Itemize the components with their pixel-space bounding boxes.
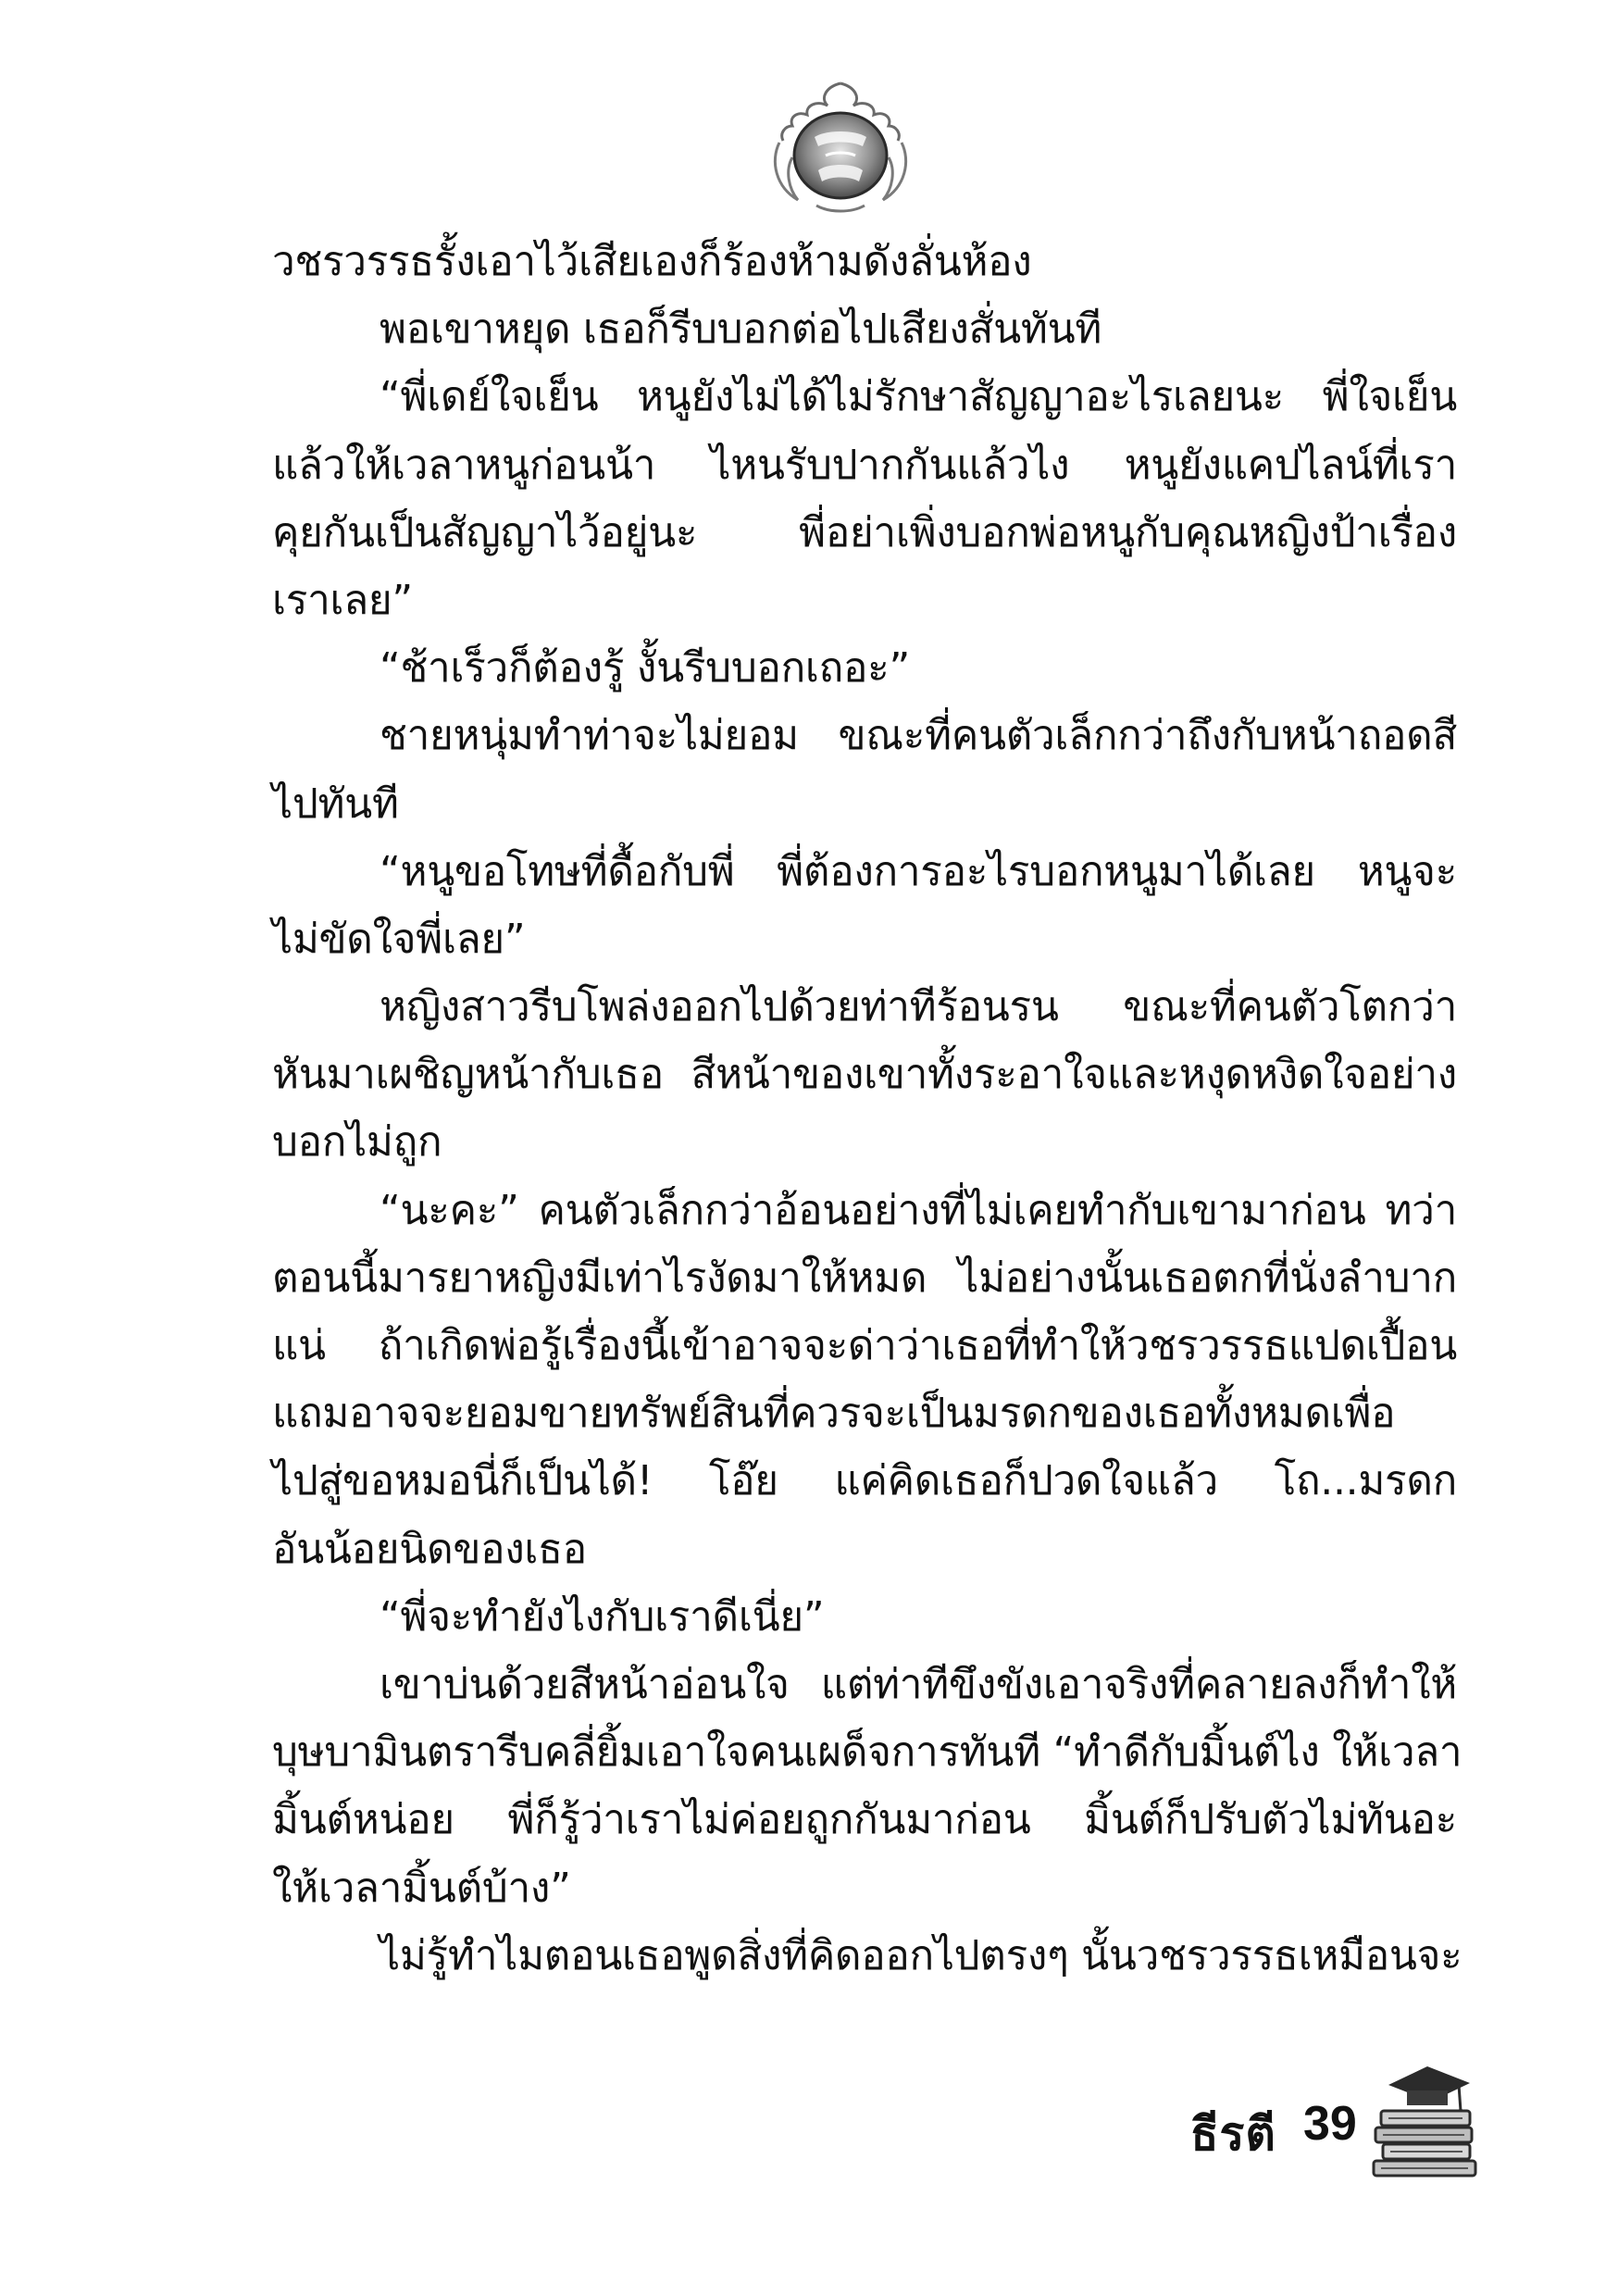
text-line: “นะคะ” คนตัวเล็กกว่าอ้อนอย่างที่ไม่เคยทำกับเขามาก่อน ทว่า <box>380 1186 1457 1234</box>
text-line: อันน้อยนิดของเธอ <box>272 1525 587 1573</box>
text-line: ชายหนุ่มทำท่าจะไม่ยอม ขณะที่คนตัวเล็กกว่าถึงกับหน้าถอดสี <box>380 712 1457 760</box>
text-line: แถมอาจจะยอมขายทรัพย์สินที่ควรจะเป็นมรดกของเธอทั้งหมดเพื่อ <box>272 1390 1396 1438</box>
text-line: เราเลย” <box>272 576 413 624</box>
footer-title: ธีรตี <box>1190 2107 1276 2161</box>
text-line: เขาบ่นด้วยสีหน้าอ่อนใจ แต่ท่าทีขึงขังเอาจริงที่คลายลงก็ทำให้ <box>380 1660 1457 1708</box>
text-line: “ช้าเร็วก็ต้องรู้ งั้นรีบบอกเถอะ” <box>380 644 910 693</box>
text-line: แน่ ถ้าเกิดพ่อรู้เรื่องนี้เข้าอาจจะด่าว่าเธอที่ทำให้วชรวรรธแปดเปื้อน <box>272 1322 1457 1369</box>
ornamental-emblem-icon <box>761 78 920 217</box>
page-number: 39 <box>1303 2097 1357 2151</box>
text-line: แล้วให้เวลาหนูก่อนน้า ไหนรับปากกันแล้วไง หนูยังแคปไลน์ที่เรา <box>272 441 1457 489</box>
body-text <box>272 228 1462 1990</box>
text-line: บอกไม่ถูก <box>272 1118 442 1167</box>
stacked-books-graduation-cap-icon <box>1370 2057 1481 2177</box>
text-line: ไปทันที <box>272 780 399 828</box>
text-line: “หนูขอโทษที่ดื้อกับพี่ พี่ต้องการอะไรบอกหนูมาได้เลย หนูจะ <box>380 847 1457 895</box>
text-line: ให้เวลามิ้นต์บ้าง” <box>272 1864 571 1912</box>
text-line: “พี่จะทำยังไงกับเราดีเนี่ย” <box>380 1592 825 1641</box>
text-line: ตอนนี้มารยาหญิงมีเท่าไรงัดมาให้หมด ไม่อย่างนั้นเธอตกที่นั่งลำบาก <box>272 1254 1457 1302</box>
text-line: วชรวรรธรั้งเอาไว้เสียเองก็ร้องห้ามดังลั่นห้อง <box>272 238 1032 285</box>
text-line: ไปสู่ขอหมอนี่ก็เป็นได้! โอ๊ย แค่คิดเธอก็ปวดใจแล้ว โถ...มรดก <box>272 1457 1457 1505</box>
text-line: หันมาเผชิญหน้ากับเธอ สีหน้าของเขาทั้งระอาใจและหงุดหงิดใจอย่าง <box>272 1051 1457 1099</box>
text-line: “พี่เดย์ใจเย็น หนูยังไม่ได้ไม่รักษาสัญญาอะไรเลยนะ พี่ใจเย็น <box>380 373 1457 421</box>
text-line: มิ้นต์หน่อย พี่ก็รู้ว่าเราไม่ค่อยถูกกันมาก่อน มิ้นต์ก็ปรับตัวไม่ทันอะ <box>272 1796 1457 1844</box>
text-line: ไม่ขัดใจพี่เลย” <box>272 915 526 963</box>
text-line: คุยกันเป็นสัญญาไว้อยู่นะ พี่อย่าเพิ่งบอกพ่อหนูกับคุณหญิงป้าเรื่อง <box>272 508 1457 556</box>
text-line: หญิงสาวรีบโพล่งออกไปด้วยท่าทีร้อนรน ขณะที่คนตัวโตกว่า <box>380 983 1457 1031</box>
text-line: บุษบามินตรารีบคลี่ยิ้มเอาใจคนเผด็จการทันที “ทำดีกับมิ้นต์ไง ให้เวลา <box>272 1728 1462 1777</box>
text-line: ไม่รู้ทำไมตอนเธอพูดสิ่งที่คิดออกไปตรงๆ นั้นวชรวรรธเหมือนจะ <box>380 1931 1462 1979</box>
text-line: พอเขาหยุด เธอก็รีบบอกต่อไปเสียงสั่นทันที <box>380 306 1102 354</box>
